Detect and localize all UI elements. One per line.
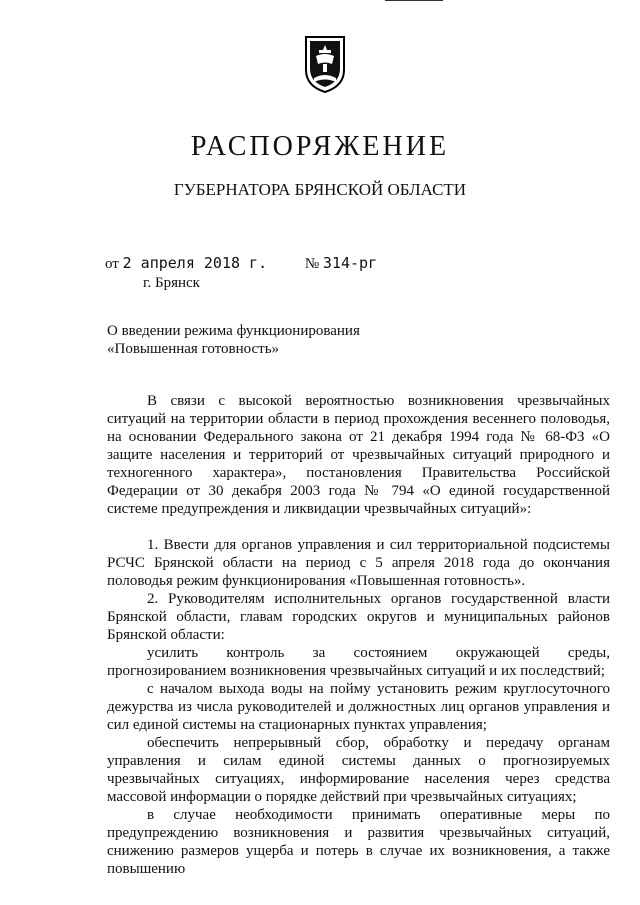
city-line: г. Брянск	[143, 275, 200, 291]
subject-line: «Повышенная готовность»	[107, 341, 280, 357]
top-edge-line	[385, 0, 443, 1]
sub-clause-paragraph: усилить контроль за состоянием окружающей среды, прогнозированием возникновения чрезвычайных ситуаций и их последствий;	[107, 645, 610, 679]
sub-clause-paragraph: обеспечить непрерывный сбор, обработку и передачу органам управления и силам единой системы данных о прогнозируемых чрезвычайных ситуациях, информирование населения через средства массовой информации о порядке действий при чрезвычайных ситуациях;	[107, 735, 610, 805]
document-body	[107, 392, 610, 878]
number-value: 314-рг	[322, 254, 378, 272]
sub-clause-paragraph: с началом выхода воды на пойму установить режим круглосуточного дежурства из числа руководителей и должностных лиц органов управления и сил единой системы на стационарных пунктах управления;	[107, 681, 610, 733]
clause-paragraph: 1. Ввести для органов управления и сил территориальной подсистемы РСЧС Брянской области на период с 5 апреля 2018 года до окончания половодья режим функционирования «Повышенная готовность».	[107, 537, 610, 589]
sub-clause-paragraph: в случае необходимости принимать оперативные меры по предупреждению возникновения и развития чрезвычайных ситуаций, снижению размеров ущерба и потерь в случае их возникновения, а также повышению	[107, 807, 610, 877]
document-subtitle: ГУБЕРНАТОРА БРЯНСКОЙ ОБЛАСТИ	[173, 180, 467, 199]
subject-block	[107, 322, 360, 358]
coat-of-arms-icon	[302, 34, 348, 94]
document-title: РАСПОРЯЖЕНИЕ	[190, 131, 450, 162]
date-number-line	[105, 254, 377, 273]
date-value: 2 апреля 2018 г.	[122, 254, 268, 272]
clause-paragraph: 2. Руководителям исполнительных органов государственной власти Брянской области, главам городских округов и муниципальных районов Брянской области:	[107, 591, 610, 643]
preamble-paragraph: В связи с высокой вероятностью возникновения чрезвычайных ситуаций на территории области в период прохождения весеннего половодья, на основании Федерального закона от 21 декабря 1994 года № 68-ФЗ «О защите населения и территорий от чрезвычайных ситуаций природного и техногенного характера», постановления Правительства Российской Федерации от 30 декабря 2003 года № 794 «О единой государственной системе предупреждения и ликвидации чрезвычайных ситуаций»:	[107, 393, 610, 517]
date-prefix: от	[105, 256, 119, 272]
number-label: №	[304, 256, 320, 272]
subject-line: О введении режима функционирования	[107, 323, 360, 339]
